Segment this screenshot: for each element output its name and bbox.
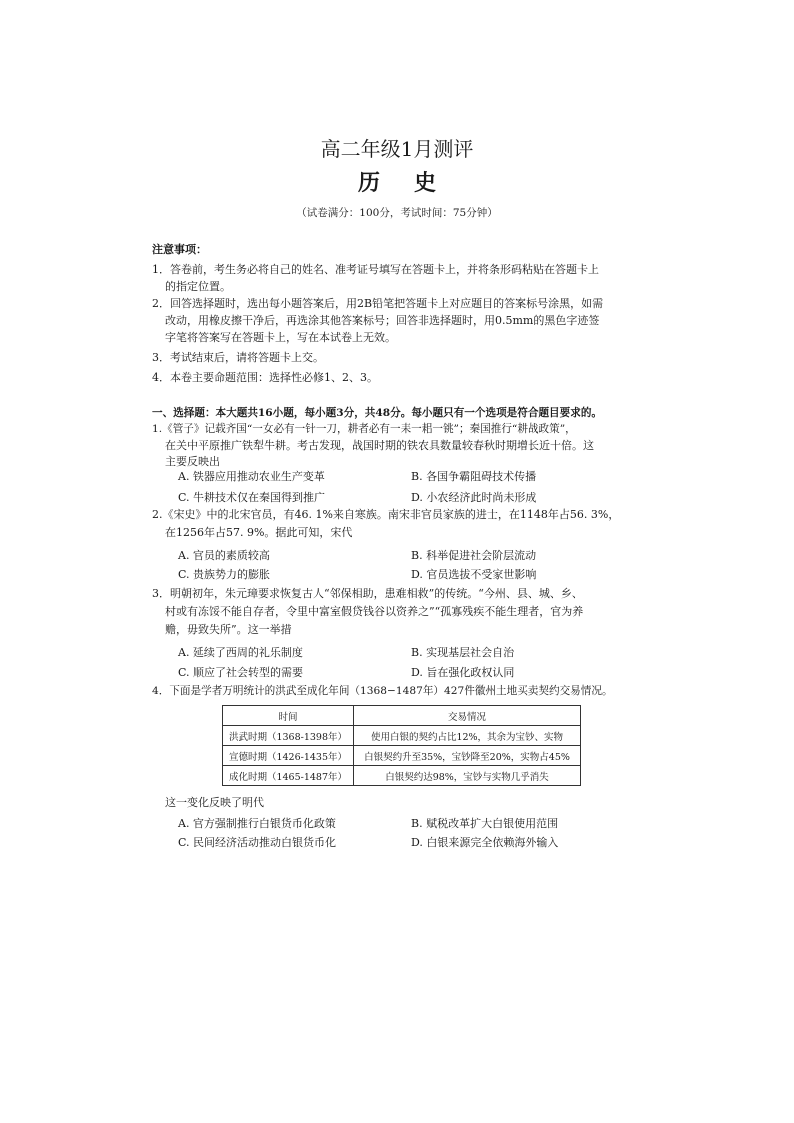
question-4-option-b[interactable]: B. 赋税改革扩大白银使用范围: [411, 817, 559, 830]
question-4-option-d[interactable]: D. 白银来源完全依赖海外输入: [411, 836, 559, 849]
question-3-option-b[interactable]: B. 实现基层社会自治: [411, 646, 515, 659]
question-3-option-d[interactable]: D. 旨在强化政权认同: [411, 666, 515, 679]
question-1-option-b[interactable]: B. 各国争霸阻碍技术传播: [411, 470, 537, 483]
table-header: 时间: [223, 706, 354, 726]
question-2-option-b[interactable]: B. 科举促进社会阶层流动: [411, 549, 537, 562]
trade-table: [222, 705, 581, 786]
question-4-after: 这一变化反映了明代: [165, 796, 264, 809]
question-4-option-a[interactable]: A. 官方强制推行白银货币化政策: [178, 817, 336, 830]
note-line: 2．回答选择题时，选出每小题答案后，用2B铅笔把答题卡上对应题目的答案标号涂黑，如需: [152, 297, 604, 310]
table-cell: 宣德时期（1426-1435年）: [223, 746, 354, 766]
subject-title: 历史: [357, 170, 470, 196]
question-1-line: 1.《管子》记载齐国“一女必有一针一刀，耕者必有一耒一耜一铫”；秦国推行“耕战政策”，: [152, 423, 576, 435]
table-cell: 白银契约升至35%，宝钞降至20%，实物占45%: [354, 746, 581, 766]
question-2-option-c[interactable]: C. 贵族势力的膨胀: [178, 568, 271, 581]
question-1-option-c[interactable]: C. 牛耕技术仅在秦国得到推广: [178, 491, 326, 504]
question-4-option-c[interactable]: C. 民间经济活动推动白银货币化: [178, 836, 337, 849]
note-line: 的指定位置。: [165, 280, 231, 293]
note-line: 4．本卷主要命题范围：选择性必修1、2、3。: [152, 371, 378, 384]
question-2-line: 2.《宋史》中的北宋官员，有46. 1%来自寒族。南宋非官员家族的进士，在1148年占56. 3%，: [152, 508, 620, 521]
question-3-option-c[interactable]: C. 顺应了社会转型的需要: [178, 666, 304, 679]
table-header-row: [223, 706, 581, 726]
table-row: [223, 766, 581, 786]
question-1-option-a[interactable]: A. 铁器应用推动农业生产变革: [178, 470, 325, 483]
question-2-option-a[interactable]: A. 官员的素质较高: [178, 549, 270, 562]
question-3-option-a[interactable]: A. 延续了西周的礼乐制度: [178, 646, 303, 659]
question-3-line: 3．明朝初年，朱元璋要求恢复古人“邻保相助，患难相救”的传统。“今州、县、城、乡、: [152, 587, 583, 600]
table-row: [223, 746, 581, 766]
table-cell: 使用白银的契约占比12%，其余为宝钞、实物: [354, 726, 581, 746]
question-3-line: 村或有冻馁不能自存者，令里中富室假贷钱谷以资养之”“孤寡残疾不能生理者，官为养: [165, 605, 584, 618]
note-line: 改动，用橡皮擦干净后，再选涂其他答案标号；回答非选择题时，用0.5mm的黑色字迹签: [165, 314, 600, 327]
question-1-option-d[interactable]: D. 小农经济此时尚未形成: [411, 491, 537, 504]
table-cell: 洪武时期（1368-1398年）: [223, 726, 354, 746]
exam-title: 高二年级1月测评: [320, 137, 474, 161]
notes-heading: 注意事项：: [152, 243, 207, 256]
question-2-line: 在1256年占57. 9%。据此可知，宋代: [165, 526, 353, 539]
question-4-line: 4．下面是学者万明统计的洪武至成化年间（1368−1487年）427件徽州土地买卖契约交易情况。: [152, 685, 613, 697]
table-cell: 白银契约达98%，宝钞与实物几乎消失: [354, 766, 581, 786]
exam-meta: （试卷满分：100分，考试时间：75分钟）: [296, 207, 498, 219]
note-line: 字笔将答案写在答题卡上，写在本试卷上无效。: [165, 331, 396, 344]
table-cell: 成化时期（1465-1487年）: [223, 766, 354, 786]
note-line: 3．考试结束后，请将答题卡上交。: [152, 351, 324, 364]
section-heading: 一、选择题：本大题共16小题，每小题3分，共48分。每小题只有一个选项是符合题目要求的。: [152, 407, 603, 419]
question-1-line: 在关中平原推广铁犁牛耕。考古发现，战国时期的铁农具数量较春秋时期增长近十倍。这: [165, 439, 594, 452]
question-1-line: 主要反映出: [165, 455, 220, 468]
question-2-option-d[interactable]: D. 官员选拔不受家世影响: [411, 568, 537, 581]
note-line: 1．答卷前，考生务必将自己的姓名、准考证号填写在答题卡上，并将条形码粘贴在答题卡上: [152, 263, 599, 276]
table-row: [223, 726, 581, 746]
question-3-line: 赡，毋致失所”。这一举措: [165, 623, 292, 636]
table-header: 交易情况: [354, 706, 581, 726]
